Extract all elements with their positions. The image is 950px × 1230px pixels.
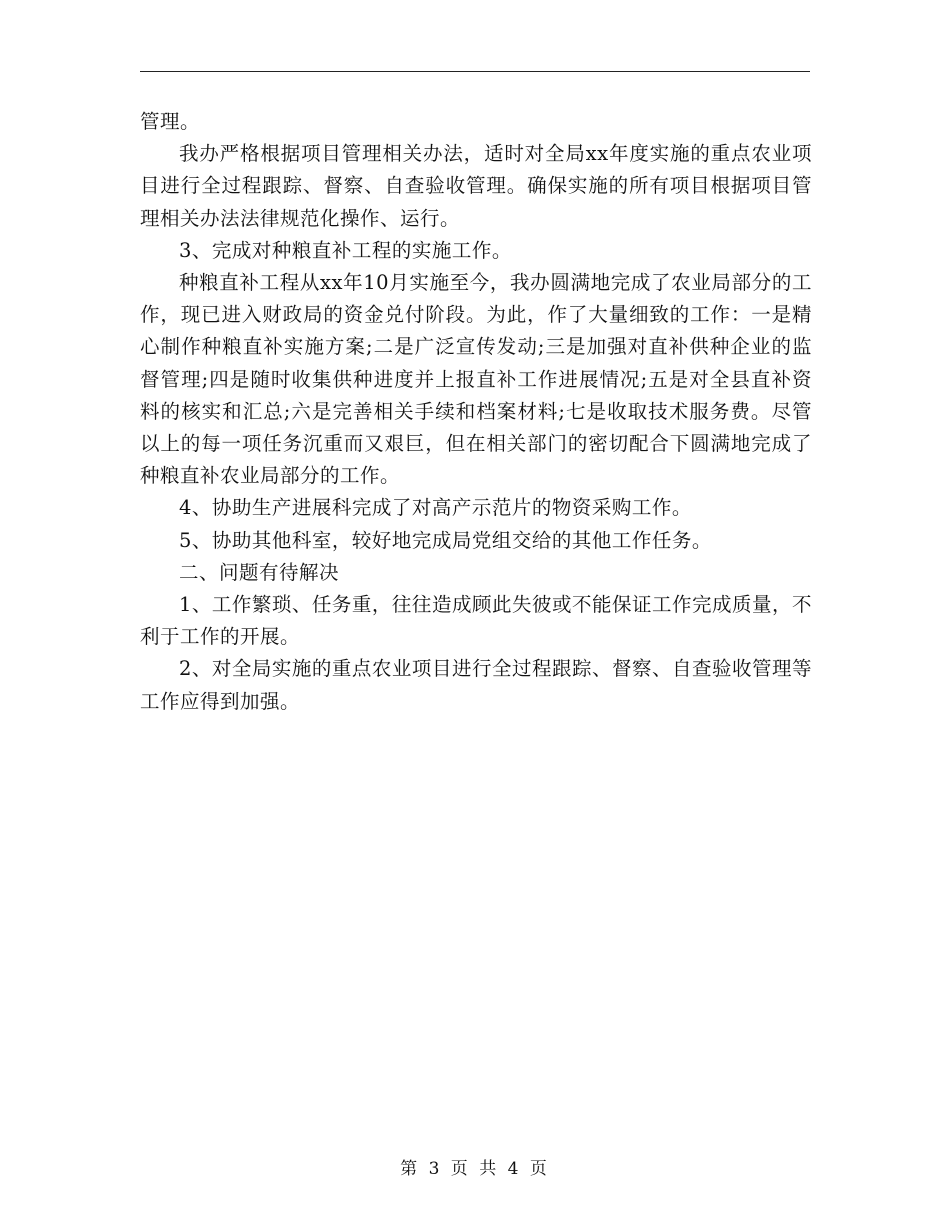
section-heading-problems: 二、问题有待解决 <box>179 560 340 584</box>
paragraph-6: 5、协助其他科室，较好地完成局党组交给的其他工作任务。 <box>179 528 712 552</box>
paragraph-9: 2、对全局实施的重点农业项目进行全过程跟踪、督察、自查验收管理等工作应得到加强。 <box>140 657 812 713</box>
page-number-footer: 第 3 页 共 4 页 <box>400 1159 550 1179</box>
paragraph-4: 种粮直补工程从xx年10月实施至今，我办圆满地完成了农业局部分的工作，现已进入财政局的资金兑付阶段。为此，作了大量细致的工作：一是精心制作种粮直补实施方案;二是广泛宣传发动;三是加强对直补供种企业的监督管理;四是随时收集供种进度并上报直补工作进展情况;五是对全县直补资料的核实和汇总;六是完善相关手续和档案材料;七是收取技术服务费。尽管以上的每一项任务沉重而又艰巨，但在相关部门的密切配合下圆满地完成了种粮直补农业局部分的工作。 <box>140 271 812 488</box>
paragraph-2: 我办严格根据项目管理相关办法，适时对全局xx年度实施的重点农业项目进行全过程跟踪、督察、自查验收管理。确保实施的所有项目根据项目管理相关办法法律规范化操作、运行。 <box>140 142 812 230</box>
paragraph-1: 管理。 <box>140 110 201 133</box>
paragraph-8: 1、工作繁琐、任务重，往往造成顾此失彼或不能保证工作完成质量，不利于工作的开展。 <box>140 593 812 649</box>
header-rule <box>140 71 810 72</box>
paragraph-3: 3、完成对种粮直补工程的实施工作。 <box>179 238 512 262</box>
document-body <box>140 106 812 718</box>
paragraph-5: 4、协助生产进展科完成了对高产示范片的物资采购工作。 <box>179 496 692 520</box>
